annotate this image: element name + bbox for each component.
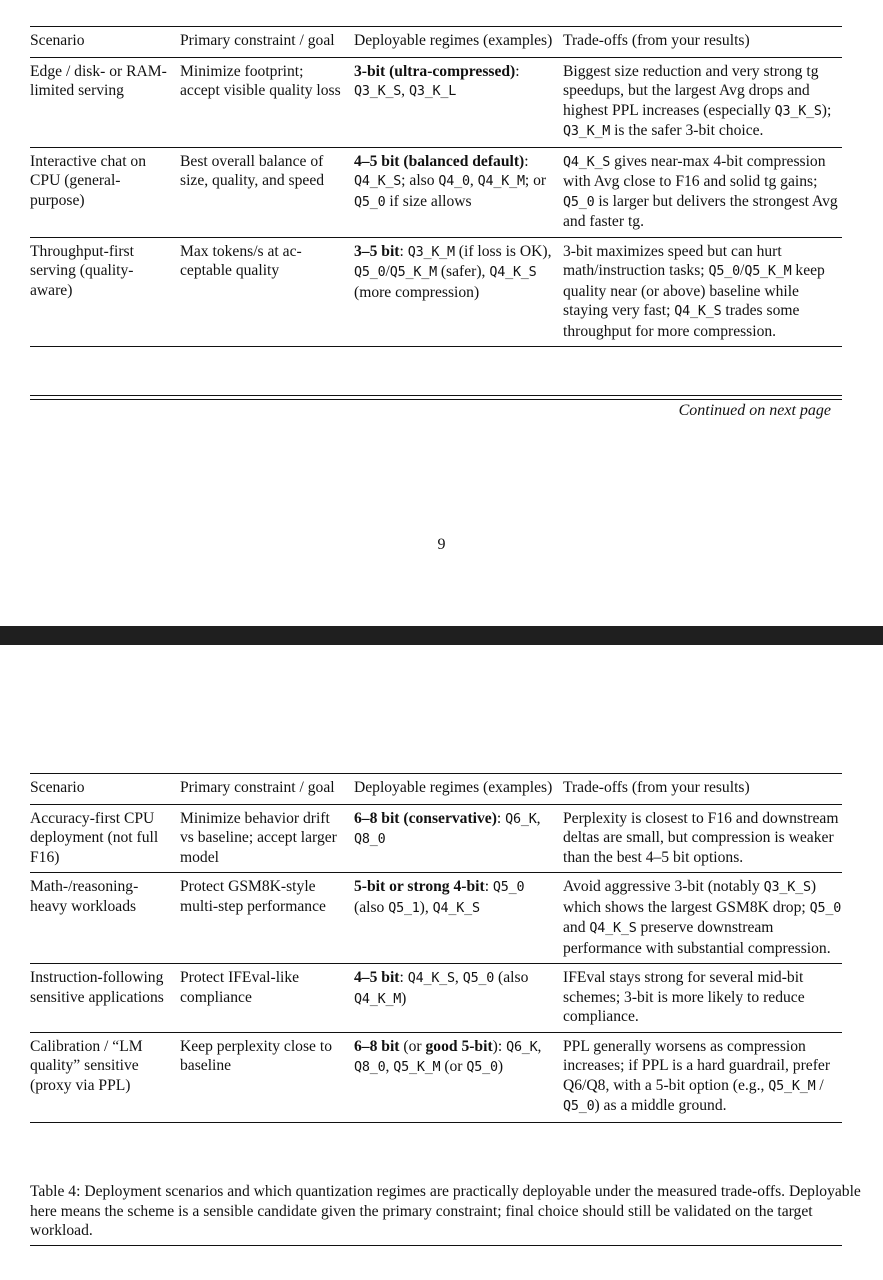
text-segment: ) <box>401 989 407 1007</box>
tradeoffs-cell <box>563 873 842 964</box>
scenario-cell: Edge / disk- or RAM-limited serving <box>30 62 167 99</box>
text-segment: is larger but delivers the strongest Avg and faster tg. <box>563 192 838 230</box>
bold-text: 3–5 bit <box>354 242 400 260</box>
tradeoffs-cell <box>563 804 842 873</box>
bold-text: good 5-bit <box>425 1037 493 1055</box>
quant-scheme-code: Q5_K_M <box>768 1078 816 1094</box>
text-segment: ) <box>497 1058 504 1075</box>
constraint-cell: Best overall balance of size, quality, and speed <box>180 152 325 189</box>
text-segment: (more compression) <box>354 283 480 301</box>
text-segment: / <box>815 1076 824 1094</box>
table-row <box>30 237 842 347</box>
quant-scheme-code: Q4_K_M <box>477 174 525 189</box>
header-trade-offs: Trade-offs (from your results) <box>563 32 750 49</box>
quant-scheme-code: Q3_K_M <box>407 244 455 260</box>
text-segment: PPL generally worsens as compression increases; if PPL is a hard guardrail, prefer Q6/Q8, with a 5-bit option (e.g., <box>563 1037 831 1094</box>
quant-scheme-code: Q5_0 <box>563 194 595 210</box>
quant-scheme-code: Q4_0 <box>438 174 470 189</box>
table-row <box>30 964 842 1033</box>
quant-scheme-code: Q5_0 <box>563 1099 595 1114</box>
regimes-cell <box>354 804 563 873</box>
page-bottom <box>0 645 883 1280</box>
bold-text: 5-bit or strong 4-bit <box>354 878 485 895</box>
tradeoffs-cell <box>563 1032 842 1122</box>
quant-scheme-code: Q3_K_L <box>408 84 457 99</box>
quant-scheme-code: Q5_0 <box>708 264 740 279</box>
quant-scheme-code: Q4_K_S <box>407 971 455 986</box>
header-primary-constraint: Primary constraint / goal <box>180 32 335 49</box>
text-segment: , <box>385 1058 394 1075</box>
regimes-cell <box>354 237 563 347</box>
bold-text: 6–8 bit <box>354 1037 400 1055</box>
regimes-cell <box>354 964 563 1033</box>
text-segment: : <box>399 969 408 986</box>
text-segment: , <box>536 809 541 827</box>
table-continuation-rule <box>30 395 842 400</box>
quant-scheme-code: Q4_K_M <box>354 991 402 1007</box>
scenario-cell: Math-/reasoning-heavy workloads <box>30 878 139 915</box>
table-body <box>30 804 842 1122</box>
quant-scheme-code: Q3_K_S <box>763 880 811 895</box>
quant-scheme-code: Q4_K_S <box>354 174 402 189</box>
quant-scheme-code: Q4_K_S <box>489 265 537 280</box>
text-segment: trades some throughput for more compression. <box>563 302 800 340</box>
text-segment: ) as a middle ground. <box>594 1097 727 1114</box>
text-segment: , <box>401 82 409 99</box>
tradeoffs-cell <box>563 57 842 147</box>
header-deployable-regimes: Deployable regimes (examples) <box>354 779 553 796</box>
header-row <box>30 774 842 805</box>
header-deployable-regimes: Deployable regimes (examples) <box>354 32 553 49</box>
bold-text: 6–8 bit (conservative) <box>354 809 497 827</box>
table-row <box>30 1032 842 1122</box>
quant-scheme-code: Q4_K_S <box>432 900 480 916</box>
scenario-cell: Accuracy-first CPU deployment (not full F16) <box>30 809 159 866</box>
tradeoffs-cell <box>563 147 842 237</box>
text-segment: Perplexity is closest to F16 and downstream deltas are small, but compression is weaker than the best 4–5 bit options. <box>563 809 839 866</box>
constraint-cell: Minimize footprint; accept visible quality loss <box>180 62 341 99</box>
text-segment: 3-bit maximizes speed but can hurt math/instruction tasks; <box>563 242 782 279</box>
quant-scheme-code: Q8_0 <box>354 832 386 847</box>
quant-scheme-code: Q5_K_M <box>744 264 792 279</box>
regimes-cell <box>354 147 563 237</box>
text-segment: : <box>484 878 493 895</box>
bold-text: 4–5 bit (balanced default) <box>354 152 525 170</box>
text-segment: (safer), <box>436 263 490 280</box>
scenario-cell: Instruction-following sensitive applications <box>30 969 164 1006</box>
text-segment: Biggest size reduction and very strong tg speedups, but the largest Avg drops and highest PPL increases (especially <box>563 62 819 119</box>
quant-scheme-code: Q6_K <box>505 811 537 827</box>
quant-scheme-code: Q5_K_M <box>389 265 437 280</box>
scenario-cell: Calibration / “LM quality” sensitive (proxy via PPL) <box>30 1037 143 1094</box>
text-segment: if size allows <box>385 192 472 210</box>
constraint-cell: Max tokens/s at acceptable quality <box>180 242 302 279</box>
deployment-table-part-1 <box>30 26 842 347</box>
text-segment: ; also <box>401 172 439 189</box>
text-segment: ) which shows the largest GSM8K drop; <box>563 878 817 916</box>
continued-note: Continued on next page <box>678 402 831 419</box>
quant-scheme-code: Q3_K_M <box>563 124 611 139</box>
text-segment: (also <box>354 898 389 916</box>
text-segment: ); <box>821 101 832 119</box>
table-row <box>30 57 842 147</box>
quant-scheme-code: Q3_K_S <box>354 84 402 99</box>
tradeoffs-cell <box>563 237 842 347</box>
page-divider <box>0 626 883 645</box>
quant-scheme-code: Q3_K_S <box>774 103 822 119</box>
text-segment: IFEval stays strong for several mid-bit schemes; 3-bit is more likely to reduce compliance. <box>563 969 805 1025</box>
constraint-cell: Keep perplexity close to baseline <box>180 1037 332 1074</box>
quant-scheme-code: Q6_K <box>506 1039 538 1055</box>
bold-text: 4–5 bit <box>354 969 400 986</box>
quant-scheme-code: Q4_K_S <box>589 921 637 936</box>
tradeoffs-cell <box>563 964 842 1033</box>
text-segment: , <box>469 172 478 189</box>
text-segment: : <box>515 62 520 80</box>
scenario-cell: Throughput-first serving (quality-aware) <box>30 242 134 299</box>
text-segment: preserve downstream performance with substantial compression. <box>563 919 831 957</box>
header-trade-offs: Trade-offs (from your results) <box>563 779 750 796</box>
constraint-cell: Protect GSM8K-style multi-step performance <box>180 878 326 915</box>
text-segment: : <box>399 242 408 260</box>
bold-text: 3-bit (ultra-compressed) <box>354 62 516 80</box>
table-header <box>30 27 842 58</box>
bottom-rule <box>30 1245 842 1246</box>
quant-scheme-code: Q5_0 <box>462 971 495 986</box>
text-segment: , <box>454 969 463 986</box>
text-segment: (also <box>494 969 529 986</box>
quant-scheme-code: Q8_0 <box>354 1060 386 1075</box>
text-segment: (or <box>440 1058 467 1075</box>
table-row <box>30 804 842 873</box>
text-segment: gives near-max 4-bit compression with Avg close to F16 and solid tg gains; <box>563 152 826 190</box>
quant-scheme-code: Q5_0 <box>354 194 386 210</box>
constraint-cell: Minimize behavior drift vs baseline; accept larger model <box>180 809 337 866</box>
quant-scheme-code: Q5_1 <box>388 900 420 916</box>
table-body <box>30 57 842 347</box>
regimes-cell <box>354 57 563 147</box>
table-header <box>30 774 842 805</box>
deployment-table-part-2 <box>30 773 842 1123</box>
text-segment: / <box>739 262 745 279</box>
header-row <box>30 27 842 58</box>
text-segment: (if loss is OK), <box>454 242 552 260</box>
text-segment: (or <box>399 1037 426 1055</box>
regimes-cell <box>354 873 563 964</box>
text-segment: Avoid aggressive 3-bit (notably <box>563 878 764 895</box>
text-segment: : <box>496 809 506 827</box>
table-row <box>30 147 842 237</box>
header-primary-constraint: Primary constraint / goal <box>180 779 335 796</box>
quant-scheme-code: Q4_K_S <box>563 154 611 170</box>
quant-scheme-code: Q5_K_M <box>393 1060 441 1075</box>
text-segment: and <box>563 919 590 936</box>
text-segment: , <box>537 1037 542 1055</box>
page-number: 9 <box>437 536 446 553</box>
quant-scheme-code: Q4_K_S <box>674 304 722 319</box>
text-segment: ), <box>419 898 433 916</box>
text-segment: : <box>524 152 529 170</box>
text-segment: is the safer 3-bit choice. <box>610 122 764 139</box>
text-segment: ; or <box>524 172 547 189</box>
text-segment: / <box>385 263 390 280</box>
header-scenario: Scenario <box>30 779 85 796</box>
text-segment: keep quality near (or above) baseline while staying very fast; <box>563 262 825 319</box>
table-caption: Table 4: Deployment scenarios and which quantization regimes are practically deployable under the measured trade-offs. Deployable here means the scheme is a sensible candidate given the primary constraint; final choice should still be validated on the target workload. <box>30 1183 861 1239</box>
header-scenario: Scenario <box>30 32 85 49</box>
table-row <box>30 873 842 964</box>
quant-scheme-code: Q5_0 <box>492 880 525 895</box>
quant-scheme-code: Q5_0 <box>809 900 842 916</box>
page-top <box>0 0 883 626</box>
scenario-cell: Interactive chat on CPU (general-purpose) <box>30 152 147 209</box>
constraint-cell: Protect IFEval-like compliance <box>180 969 300 1006</box>
regimes-cell <box>354 1032 563 1122</box>
quant-scheme-code: Q5_0 <box>466 1060 498 1075</box>
quant-scheme-code: Q5_0 <box>354 265 386 280</box>
text-segment: ): <box>492 1037 507 1055</box>
